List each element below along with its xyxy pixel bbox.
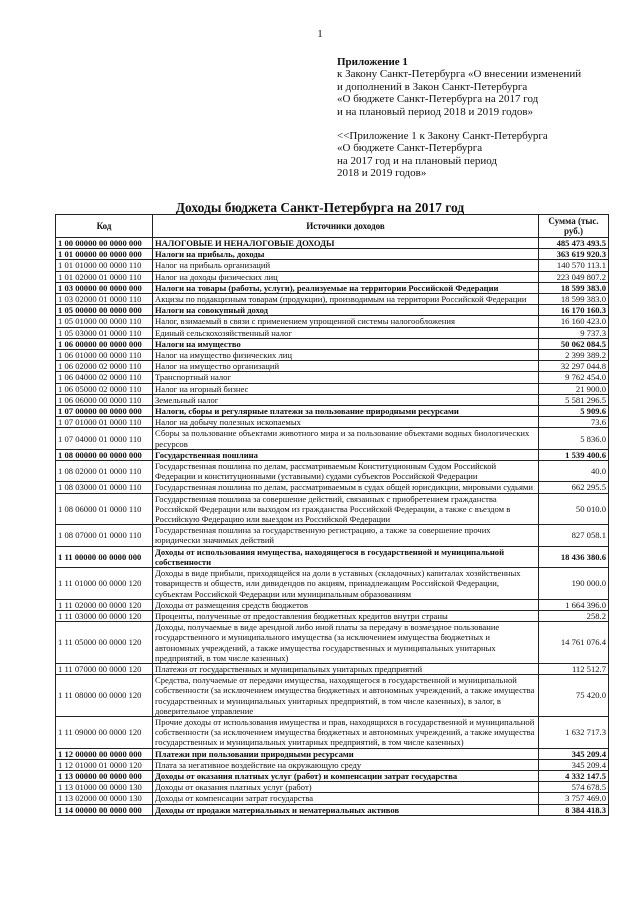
appendix-line: к Закону Санкт-Петербурга «О внесении изменений [337,68,582,81]
row-source: Доходы от оказания платных услуг (работ) [153,782,539,793]
table-row [56,782,609,793]
table-row [56,759,609,770]
table-row [56,748,609,759]
table-row [56,663,609,674]
row-code: 1 13 02000 00 0000 130 [56,793,153,804]
row-amount: 14 761 076.4 [539,622,609,664]
row-source: Налог на имущество физических лиц [153,350,539,361]
table-row [56,338,609,349]
row-amount: 18 599 383.0 [539,282,609,293]
row-amount: 5 836.0 [539,428,609,449]
row-code: 1 07 01000 01 0000 110 [56,417,153,428]
row-source: Государственная пошлина за совершение действий, связанных с приобретением гражданства Российской Федерации или выходом из гражданства Российской Федерации, а также с въездом в Российскую Федерацию или выездом из Российской Федерации [153,493,539,525]
table-row [56,238,609,249]
row-code: 1 11 03000 00 0000 120 [56,610,153,621]
row-code: 1 08 06000 01 0000 110 [56,493,153,525]
appendix-title: Приложение 1 [337,56,408,68]
table-title: Доходы бюджета Санкт-Петербурга на 2017 год [175,200,465,215]
table-row [56,675,609,717]
row-amount: 32 297 044.8 [539,361,609,372]
row-code: 1 06 02000 02 0000 110 [56,361,153,372]
row-source: Доходы от компенсации затрат государства [153,793,539,804]
row-amount: 1 664 396.0 [539,599,609,610]
row-amount: 574 678.5 [539,782,609,793]
row-amount: 485 473 493.5 [539,238,609,249]
row-code: 1 03 02000 01 0000 110 [56,294,153,305]
table-row [56,428,609,449]
row-amount: 363 619 920.3 [539,249,609,260]
table-row [56,610,609,621]
row-source: Сборы за пользование объектами животного мира и за пользование объектами водных биологических ресурсов [153,428,539,449]
row-amount: 16 170 160.3 [539,305,609,316]
row-source: Налоги, сборы и регулярные платежи за пользование природными ресурсами [153,406,539,417]
row-source: Доходы от размещения средств бюджетов [153,599,539,610]
row-amount: 18 436 380.6 [539,546,609,567]
table-row [56,361,609,372]
row-amount: 40.0 [539,461,609,482]
table-row [56,599,609,610]
row-code: 1 11 07000 00 0000 120 [56,663,153,674]
table-row [56,316,609,327]
table-row [56,716,609,748]
table-row [56,271,609,282]
revenue-table [55,214,609,816]
row-amount: 50 010.0 [539,493,609,525]
row-code: 1 13 00000 00 0000 000 [56,770,153,781]
row-source: Доходы, получаемые в виде арендной либо иной платы за передачу в возмездное пользование государственного и муниципального имущества (за исключением имущества бюджетных и автономных учреждений, а также имущества государственных и муниципальных унитарных предприятий, в том числе казенных) [153,622,539,664]
row-code: 1 01 01000 00 0000 110 [56,260,153,271]
row-code: 1 11 05000 00 0000 120 [56,622,153,664]
row-source: Земельный налог [153,394,539,405]
prev-appendix-block [337,130,627,180]
table-row [56,793,609,804]
row-amount: 16 160 423.0 [539,316,609,327]
row-amount: 112 512.7 [539,663,609,674]
row-amount: 3 757 469.0 [539,793,609,804]
row-code: 1 07 00000 00 0000 000 [56,406,153,417]
row-code: 1 11 01000 00 0000 120 [56,568,153,600]
table-row [56,350,609,361]
row-code: 1 06 05000 02 0000 110 [56,383,153,394]
row-amount: 50 062 084.5 [539,338,609,349]
row-source: Налоги на товары (работы, услуги), реализуемые на территории Российской Федерации [153,282,539,293]
prev-appendix-line: <<Приложение 1 к Закону Санкт-Петербурга [337,130,548,142]
row-amount: 827 058.1 [539,525,609,546]
row-code: 1 11 08000 00 0000 120 [56,675,153,717]
row-amount: 223 049 807.2 [539,271,609,282]
table-row [56,294,609,305]
row-source: Налог на имущество организаций [153,361,539,372]
table-row [56,622,609,664]
row-source: Доходы в виде прибыли, приходящейся на доли в уставных (складочных) капиталах хозяйственных товариществ и обществ, или дивидендов по акциям, принадлежащим Российской Федерации, субъектам Российской Федерации или муниципальным образованиям [153,568,539,600]
row-code: 1 12 00000 00 0000 000 [56,748,153,759]
header-amount: Сумма (тыс. руб.) [539,215,609,238]
row-amount: 1 539 400.6 [539,449,609,460]
row-amount: 140 570 113.1 [539,260,609,271]
row-amount: 1 632 717.3 [539,716,609,748]
row-code: 1 05 00000 00 0000 000 [56,305,153,316]
table-row [56,449,609,460]
row-source: Налоги на прибыль, доходы [153,249,539,260]
row-source: Государственная пошлина по делам, рассматриваемым Конституционным Судом Российской Федерации и конституционными (уставными) судами субъектов Российской Федерации [153,461,539,482]
row-amount: 2 399 389.2 [539,350,609,361]
table-row [56,260,609,271]
row-code: 1 11 09000 00 0000 120 [56,716,153,748]
row-code: 1 01 02000 01 0000 110 [56,271,153,282]
row-amount: 4 332 147.5 [539,770,609,781]
table-row [56,383,609,394]
row-amount: 18 599 383.0 [539,294,609,305]
row-code: 1 01 00000 00 0000 000 [56,249,153,260]
row-source: Налоги на совокупный доход [153,305,539,316]
row-amount: 9 762 454.0 [539,372,609,383]
table-row [56,305,609,316]
row-source: Налог, взимаемый в связи с применением упрощенной системы налогообложения [153,316,539,327]
table-row [56,804,609,815]
row-code: 1 06 00000 00 0000 000 [56,338,153,349]
row-amount: 5 581 296.5 [539,394,609,405]
row-code: 1 05 03000 01 0000 110 [56,327,153,338]
row-amount: 5 909.6 [539,406,609,417]
appendix-line: и на плановый период 2018 и 2019 годов» [337,105,534,118]
row-amount: 258.2 [539,610,609,621]
table-row [56,546,609,567]
row-code: 1 08 03000 01 0000 110 [56,482,153,493]
page-number: 1 [317,28,323,40]
row-source: Налог на доходы физических лиц [153,271,539,282]
row-code: 1 08 00000 00 0000 000 [56,449,153,460]
table-row [56,482,609,493]
row-source: Единый сельскохозяйственный налог [153,327,539,338]
row-amount: 345 209.4 [539,748,609,759]
row-code: 1 11 02000 00 0000 120 [56,599,153,610]
row-amount: 9 737.3 [539,327,609,338]
row-code: 1 06 01000 00 0000 110 [56,350,153,361]
table-row [56,327,609,338]
row-code: 1 03 00000 00 0000 000 [56,282,153,293]
prev-appendix-line: на 2017 год и на плановый период [337,154,497,167]
table-row [56,568,609,600]
prev-appendix-line: «О бюджете Санкт-Петербурга [337,142,483,155]
row-source: Доходы от продажи материальных и нематериальных активов [153,804,539,815]
row-code: 1 11 00000 00 0000 000 [56,546,153,567]
row-source: Транспортный налог [153,372,539,383]
row-amount: 345 209.4 [539,759,609,770]
row-source: Проценты, полученные от предоставления бюджетных кредитов внутри страны [153,610,539,621]
table-body [56,238,609,816]
row-amount: 75 420.0 [539,675,609,717]
row-source: Налог на игорный бизнес [153,383,539,394]
table-row [56,282,609,293]
row-code: 1 07 04000 01 0000 110 [56,428,153,449]
row-source: Государственная пошлина за государственную регистрацию, а также за совершение прочих юридически значимых действий [153,525,539,546]
row-source: Налог на прибыль организаций [153,260,539,271]
table-row [56,770,609,781]
row-amount: 73.6 [539,417,609,428]
appendix-line: «О бюджете Санкт-Петербурга на 2017 год [337,93,539,106]
row-source: Доходы от оказания платных услуг (работ) и компенсации затрат государства [153,770,539,781]
row-source: Средства, получаемые от передачи имущества, находящегося в государственной и муниципальной собственности (за исключением имущества бюджетных и автономных учреждений, а также имущества государственных и муниципальных унитарных предприятий, в том числе казенных), в залог, в доверительное управление [153,675,539,717]
table-row [56,249,609,260]
table-row [56,372,609,383]
row-source: Платежи при пользовании природными ресурсами [153,748,539,759]
row-source: Платежи от государственных и муниципальных унитарных предприятий [153,663,539,674]
row-amount: 8 384 418.3 [539,804,609,815]
table-row [56,493,609,525]
row-code: 1 05 01000 00 0000 110 [56,316,153,327]
table-header-row [56,215,609,238]
appendix-block [337,56,627,118]
row-code: 1 14 00000 00 0000 000 [56,804,153,815]
row-source: НАЛОГОВЫЕ И НЕНАЛОГОВЫЕ ДОХОДЫ [153,238,539,249]
table-row [56,461,609,482]
row-source: Налог на добычу полезных ископаемых [153,417,539,428]
row-amount: 21 900.0 [539,383,609,394]
row-source: Акцизы по подакцизным товарам (продукции), производимым на территории Российской Федерации [153,294,539,305]
row-amount: 662 295.5 [539,482,609,493]
row-source: Налоги на имущество [153,338,539,349]
row-code: 1 06 04000 02 0000 110 [56,372,153,383]
prev-appendix-line: 2018 и 2019 годов» [337,167,427,180]
row-code: 1 13 01000 00 0000 130 [56,782,153,793]
row-code: 1 08 02000 01 0000 110 [56,461,153,482]
row-code: 1 06 06000 00 0000 110 [56,394,153,405]
table-row [56,406,609,417]
row-code: 1 08 07000 01 0000 110 [56,525,153,546]
row-source: Плата за негативное воздействие на окружающую среду [153,759,539,770]
header-code: Код [56,215,153,238]
header-source: Источники доходов [153,215,539,238]
row-source: Доходы от использования имущества, находящегося в государственной и муниципальной собственности [153,546,539,567]
row-source: Государственная пошлина [153,449,539,460]
row-source: Государственная пошлина по делам, рассматриваемым в судах общей юрисдикции, мировыми судьями [153,482,539,493]
row-code: 1 12 01000 01 0000 120 [56,759,153,770]
row-source: Прочие доходы от использования имущества и прав, находящихся в государственной и муниципальной собственности (за исключением имущества бюджетных и автономных учреждений, а также имущества государственных и муниципальных унитарных предприятий, в том числе казенных) [153,716,539,748]
table-row [56,417,609,428]
appendix-line: и дополнений в Закон Санкт-Петербурга [337,80,528,93]
table-row [56,525,609,546]
table-row [56,394,609,405]
row-amount: 190 000.0 [539,568,609,600]
row-code: 1 00 00000 00 0000 000 [56,238,153,249]
